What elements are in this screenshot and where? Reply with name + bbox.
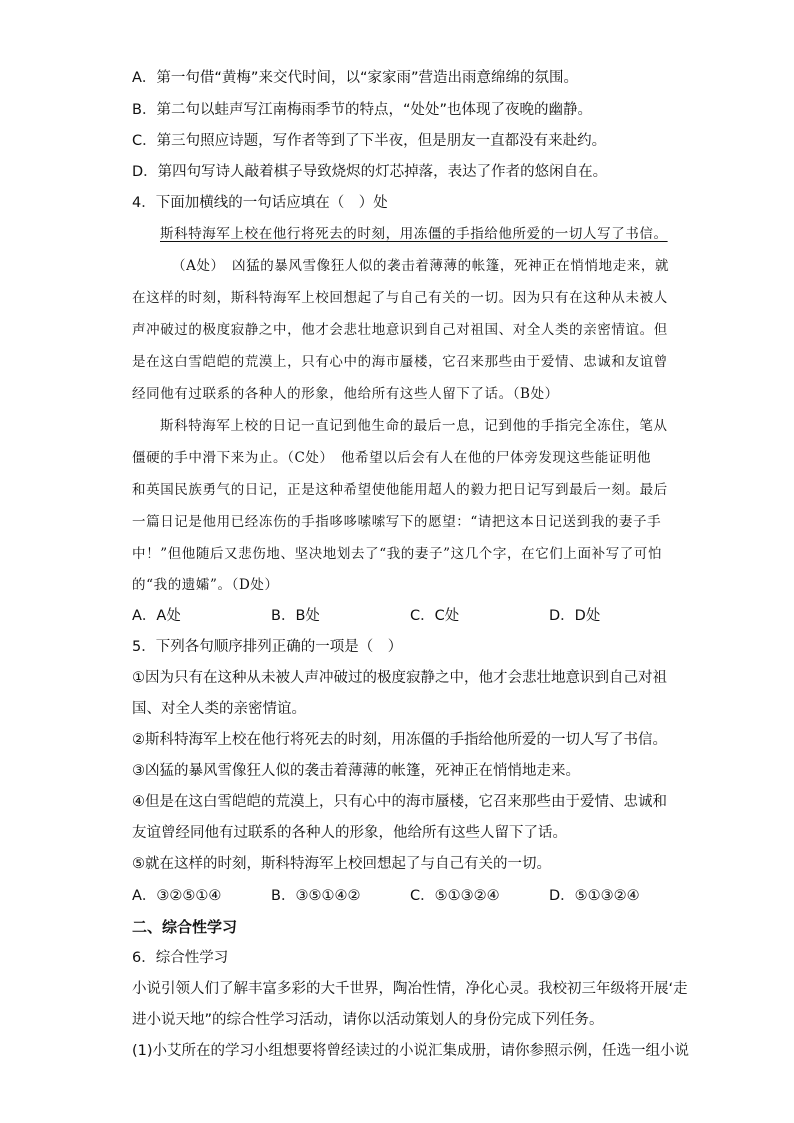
q5-item: ②斯科特海军上校在他行将死去的时刻，用冻僵的手指给他所爱的一切人写了书信。 — [132, 732, 667, 748]
q4-passage-line: 斯科特海军上校的日记一直记到他生命的最后一息，记到他的手指完全冻住，笔从 — [160, 418, 668, 434]
section-heading: 二、综合性学习 — [132, 918, 238, 936]
q6-intro-line: 进小说天地”的综合性学习活动，请你以活动策划人的身份完成下列任务。 — [132, 1012, 604, 1028]
q5-item: ①因为只有在这种从未被人声冲破过的极度寂静之中，他才会悲壮地意识到自己对祖 — [132, 670, 667, 686]
q4-passage-line: 的“我的遗孀”。（D处） — [132, 577, 279, 593]
q4-passage-line: 是在这白雪皑皑的荒漠上，只有心中的海市蜃楼，它召来那些由于爱情、忠诚和友谊曾 — [132, 354, 668, 370]
q4-passage-line: 经同他有过联系的各种人的形象，他给所有这些人留下了话。（B处） — [132, 386, 559, 402]
q4-stem: 4．下面加横线的一句话应填在（ ）处 — [132, 195, 388, 211]
q4-underlined-sentence: 斯科特海军上校在他行将死去的时刻，用冻僵的手指给他所爱的一切人写了书信。 — [160, 226, 668, 242]
q4-option-b: B．B处 — [271, 608, 320, 624]
q3-option-a: A．第一句借“黄梅”来交代时间，以“家家雨”营造出雨意绵绵的氛围。 — [132, 70, 578, 86]
q4-option-c: C．C处 — [410, 608, 460, 624]
q3-option-c: C．第三句照应诗题，写作者等到了下半夜，但是朋友一直都没有来赴约。 — [132, 133, 607, 149]
q5-item: 国、对全人类的亲密情谊。 — [132, 701, 306, 717]
q4-passage-line: 一篇日记是他用已经冻伤的手指哆哆嗦嗦写下的愿望：“请把这本日记送到我的妻子手 — [132, 514, 662, 530]
q4-passage-line: 中！”但他随后又悲伤地、坚决地划去了“我的妻子”这几个字，在它们上面补写了可怕 — [132, 546, 663, 562]
q6-intro-line: 小说引领人们了解丰富多彩的大千世界，陶冶性情，净化心灵。我校初三年级将开展‘走 — [132, 981, 688, 997]
q3-option-d: D．第四句写诗人敲着棋子导致烧烬的灯芯掉落，表达了作者的悠闲自在。 — [132, 164, 608, 180]
q4-passage-line: （A处） 凶猛的暴风雪像狂人似的袭击着薄薄的帐篷，死神正在悄悄地走来，就 — [172, 258, 670, 274]
q5-option-a: A．③②⑤①④ — [132, 888, 222, 904]
q5-stem: 5．下列各句顺序排列正确的一项是（ ） — [132, 639, 403, 655]
q3-option-b: B．第二句以蛙声写江南梅雨季节的特点，“处处”也体现了夜晚的幽静。 — [132, 102, 592, 118]
q4-option-a: A．A处 — [132, 608, 181, 624]
q5-item: ③凶猛的暴风雪像狂人似的袭击着薄薄的帐篷，死神正在悄悄地走来。 — [132, 763, 580, 779]
q4-passage-line: 声冲破过的极度寂静之中，他才会悲壮地意识到自己对祖国、对全人类的亲密情谊。但 — [132, 322, 668, 338]
q5-option-b: B．③⑤①④② — [271, 888, 361, 904]
q4-passage-line: 在这样的时刻，斯科特海军上校回想起了与自己有关的一切。因为只有在这种从未被人 — [132, 290, 668, 306]
q4-passage-line: 僵硬的手中滑下来为止。（C处） 他希望以后会有人在他的尸体旁发现这些能证明他 — [132, 450, 652, 466]
q5-option-c: C．⑤①③②④ — [410, 888, 500, 904]
q4-option-d: D．D处 — [549, 608, 601, 624]
q6-title: 6．综合性学习 — [132, 950, 229, 966]
q5-option-d: D．⑤①③②④ — [549, 888, 640, 904]
q5-item: ④但是在这白雪皑皑的荒漠上，只有心中的海市蜃楼，它召来那些由于爱情、忠诚和 — [132, 794, 667, 810]
q5-item: 友谊曾经同他有过联系的各种人的形象，他给所有这些人留下了话。 — [132, 825, 567, 841]
q5-item: ⑤就在这样的时刻，斯科特海军上校回想起了与自己有关的一切。 — [132, 856, 551, 872]
q6-task-1: (1)小艾所在的学习小组想要将曾经读过的小说汇集成册，请你参照示例，任选一组小说 — [132, 1043, 690, 1059]
q4-passage-line: 和英国民族勇气的日记，正是这种希望使他能用超人的毅力把日记写到最后一刻。最后 — [132, 482, 668, 498]
